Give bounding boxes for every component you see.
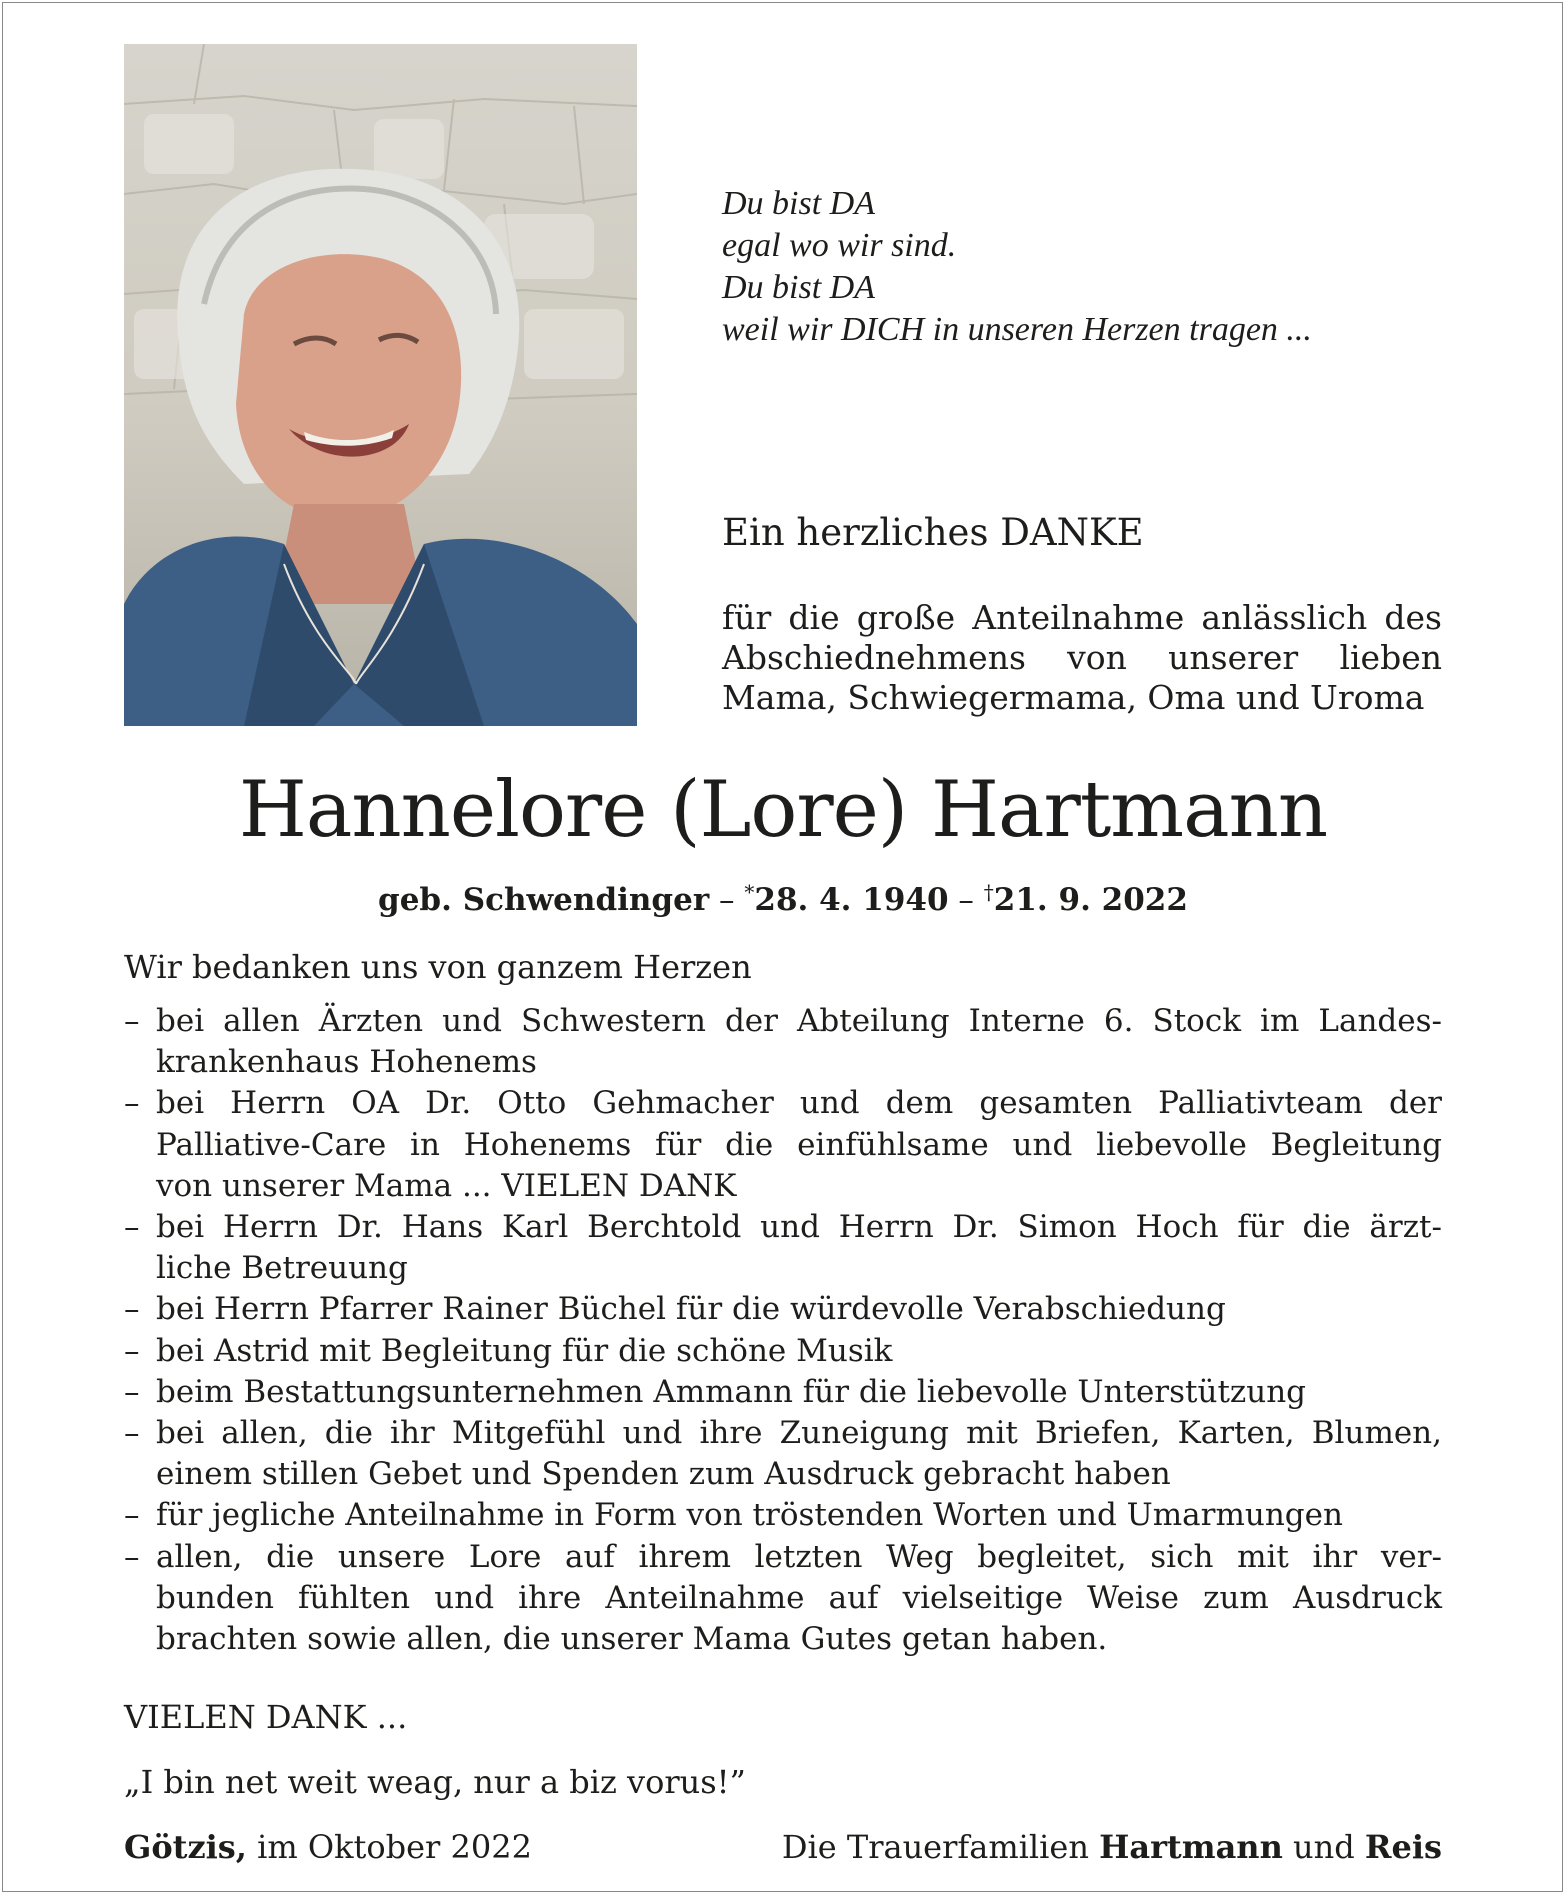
list-item-line: bei Herrn OA Dr. Otto Gehmacher und dem gesamten Palliativteam der [156, 1085, 1442, 1122]
list-item-line: allen, die unsere Lore auf ihrem letzten Weg begleitet, sich mit ihr ver- [156, 1538, 1442, 1575]
list-item-line: brachten sowie allen, die unserer Mama Gutes getan haben. [156, 1621, 1108, 1658]
poem [722, 183, 1462, 351]
footer-families [782, 1826, 1442, 1868]
list-item-line: bei Astrid mit Begleitung für die schöne Musik [156, 1332, 893, 1369]
closing-thanks: VIELEN DANK ... [124, 1698, 408, 1736]
list-item [124, 1537, 1442, 1661]
place: Götzis, [124, 1828, 247, 1866]
poem-line: weil wir DICH in unseren Herzen tragen ... [722, 311, 1312, 348]
family-name: Reis [1364, 1828, 1442, 1866]
list-item [124, 1413, 1442, 1495]
footer-place-date [124, 1826, 532, 1868]
list-item-line: einem stillen Gebet und Spenden zum Ausdruck gebracht haben [156, 1456, 1171, 1493]
thanks-list [124, 1001, 1442, 1660]
list-item-line: bunden fühlten und ihre Anteilnahme auf vielseitige Weise zum Ausdruck [156, 1579, 1442, 1616]
dash-bullet: – [124, 1538, 140, 1575]
list-item [124, 1495, 1442, 1536]
list-item [124, 1289, 1442, 1330]
dash-bullet: – [124, 1415, 140, 1452]
life-dates [124, 878, 1442, 922]
list-item-line: für jegliche Anteilnahme in Form von tröstenden Worten und Umarmungen [156, 1497, 1343, 1534]
separator: – [958, 882, 974, 918]
list-item-line: liche Betreuung [156, 1250, 408, 1287]
birth-symbol: * [744, 880, 755, 904]
intro-line: Abschiednehmens von unserer lieben [722, 638, 1442, 677]
death-date: 21. 9. 2022 [993, 882, 1188, 918]
portrait-photo [124, 44, 637, 726]
list-item [124, 1001, 1442, 1083]
birth-date: 28. 4. 1940 [754, 882, 949, 918]
list-item-line: beim Bestattungsunternehmen Ammann für die liebevolle Unterstützung [156, 1373, 1307, 1410]
list-item-line: Palliative-Care in Hohenems für die einfühlsame und liebevolle Begleitung [156, 1126, 1442, 1163]
intro-line: für die große Anteilnahme anlässlich des [722, 598, 1442, 637]
list-item-line: bei Herrn Dr. Hans Karl Berchtold und Herrn Dr. Simon Hoch für die ärzt- [156, 1209, 1442, 1246]
list-item [124, 1372, 1442, 1413]
intro-line: Mama, Schwiegermama, Oma und Uroma [722, 678, 1425, 717]
maiden-name: geb. Schwendinger [378, 882, 710, 918]
list-item-line: bei allen, die ihr Mitgefühl und ihre Zuneigung mit Briefen, Karten, Blumen, [156, 1415, 1442, 1452]
families-prefix: Die Trauerfamilien [781, 1828, 1089, 1866]
conjunction: und [1293, 1828, 1355, 1866]
list-item-line: von unserer Mama ... VIELEN DANK [156, 1167, 737, 1204]
poem-line: Du bist DA [722, 269, 875, 306]
list-item-line: bei allen Ärzten und Schwestern der Abteilung Interne 6. Stock im Landes- [156, 1003, 1442, 1039]
poem-line: egal wo wir sind. [722, 227, 957, 264]
dash-bullet: – [124, 1003, 140, 1039]
dash-bullet: – [124, 1497, 140, 1534]
intro-paragraph [722, 598, 1442, 718]
list-item [124, 1331, 1442, 1372]
separator: – [719, 882, 735, 918]
family-name: Hartmann [1099, 1828, 1283, 1866]
dash-bullet: – [124, 1209, 140, 1246]
list-item [124, 1207, 1442, 1289]
list-item-line: krankenhaus Hohenems [156, 1044, 537, 1081]
thanks-heading: Ein herzliches DANKE [722, 511, 1144, 554]
poem-line: Du bist DA [722, 185, 875, 222]
thanks-intro: Wir bedanken uns von ganzem Herzen [124, 948, 752, 986]
list-item [124, 1083, 1442, 1207]
list-item-line: bei Herrn Pfarrer Rainer Büchel für die würdevolle Verabschiedung [156, 1291, 1226, 1328]
death-symbol: † [983, 880, 994, 904]
dash-bullet: – [124, 1085, 140, 1122]
deceased-name: Hannelore (Lore) Hartmann [238, 765, 1328, 855]
date: im Oktober 2022 [257, 1828, 532, 1866]
dash-bullet: – [124, 1332, 140, 1369]
dash-bullet: – [124, 1291, 140, 1328]
dash-bullet: – [124, 1373, 140, 1410]
closing-quote: „I bin net weit weag, nur a biz vorus!” [124, 1763, 746, 1801]
